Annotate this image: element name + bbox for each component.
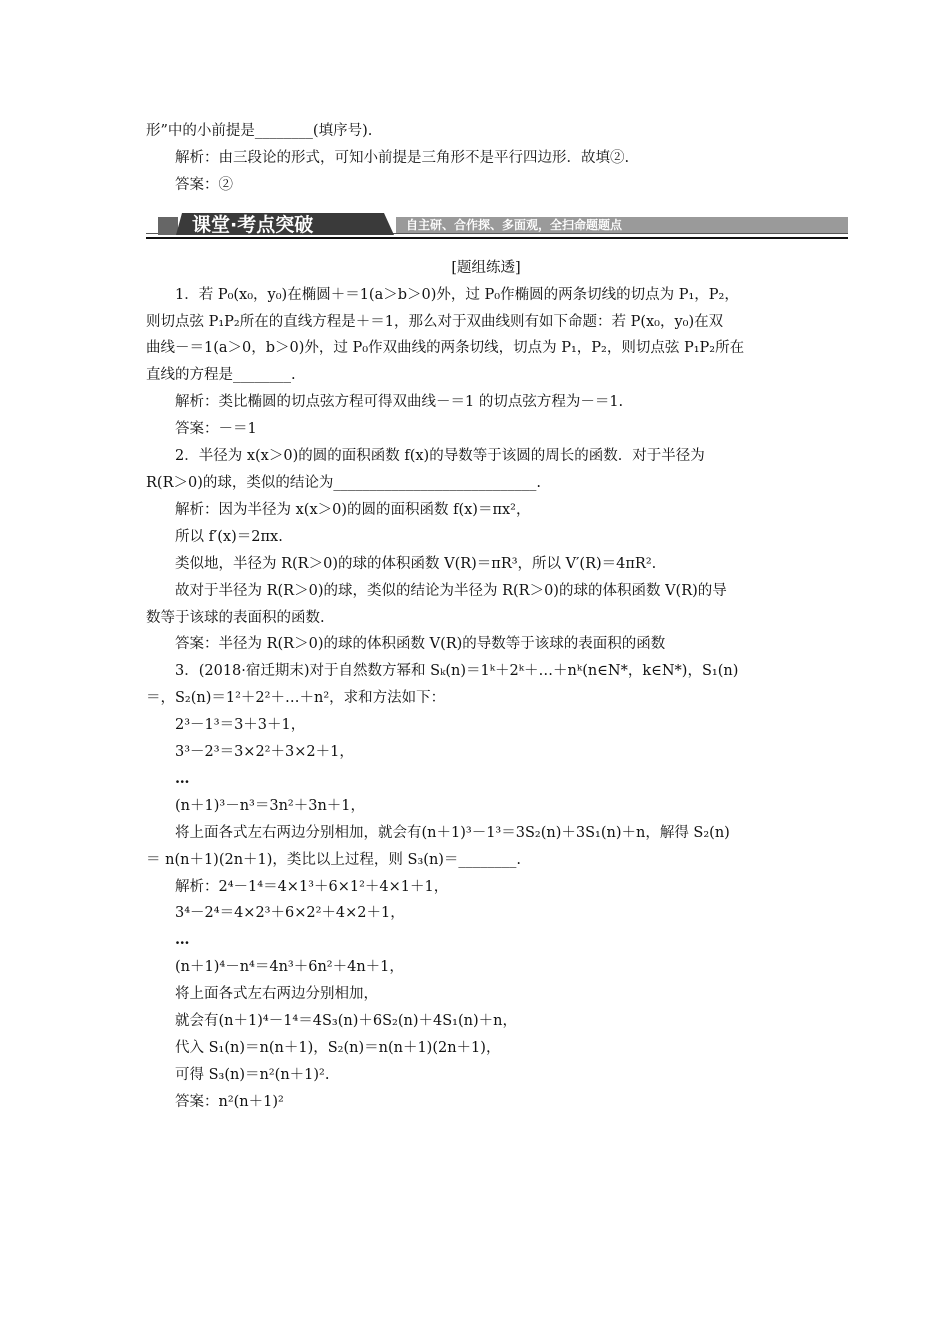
p3-line-7: 将上面各式左右两边分别相加，就会有(n＋1)³－1³＝3S₂(n)＋3S₁(n)＋n，解得 S₂(n)	[175, 824, 730, 841]
p1-line-1: 1．若 P₀(x₀，y₀)在椭圆＋＝1(a＞b＞0)外，过 P₀作椭圆的两条切线的切点为 P₁，P₂，	[175, 286, 739, 303]
p3-eq-2: 3³－2³＝3×2²＋3×2＋1，	[175, 744, 354, 761]
p3-eq-1: 2³－1³＝3＋3＋1，	[175, 717, 306, 734]
intro-line-1: 形”中的小前提是________(填序号).	[146, 123, 373, 139]
banner-title: 课堂·考点突破	[192, 213, 314, 236]
banner-underline	[146, 237, 848, 239]
p3-ellipsis-1: …	[175, 769, 192, 787]
p3-analysis-1: 解析：2⁴－1⁴＝4×1³＋6×1²＋4×1＋1，	[175, 878, 449, 895]
p3-ellipsis-2: …	[175, 931, 192, 949]
p2-analysis-1: 解析：因为半径为 x(x＞0)的圆的面积函数 f(x)＝πx²，	[175, 501, 531, 518]
p3-analysis-4: 将上面各式左右两边分别相加，	[175, 986, 378, 1003]
banner-subtitle: 自主研、合作探、多面观，全扫命题题点	[406, 217, 623, 232]
p2-line-2: R(R＞0)的球，类似的结论为____________________________.	[146, 474, 541, 491]
p3-analysis-2: 3⁴－2⁴＝4×2³＋6×2²＋4×2＋1，	[175, 905, 405, 922]
intro-answer: 答案：②	[175, 176, 233, 193]
p2-analysis-4: 故对于半径为 R(R＞0)的球，类似的结论为半径为 R(R＞0)的球的体积函数 V(R)的导	[175, 582, 727, 599]
p1-line-4: 直线的方程是________.	[146, 367, 296, 384]
p1-answer: 答案：－＝1	[175, 421, 257, 438]
intro-analysis: 解析：由三段论的形式，可知小前提是三角形不是平行四边形．故填②.	[175, 149, 630, 166]
section-heading: [题组练透]	[451, 259, 521, 276]
banner-graphic	[146, 213, 848, 241]
p1-line-2: 则切点弦 P₁P₂所在的直线方程是＋＝1，那么对于双曲线则有如下命题：若 P(x₀，y₀)在双	[146, 313, 724, 330]
p2-answer: 答案：半径为 R(R＞0)的球的体积函数 V(R)的导数等于该球的表面积的函数	[175, 636, 666, 653]
p1-analysis: 解析：类比椭圆的切点弦方程可得双曲线－＝1 的切点弦方程为－＝1.	[175, 394, 624, 411]
p2-analysis-5: 数等于该球的表面积的函数.	[146, 609, 325, 626]
p3-line-8: ＝ n(n＋1)(2n＋1)，类比以上过程，则 S₃(n)＝________.	[146, 851, 522, 868]
p3-line-2: ＝，S₂(n)＝1²＋2²＋…＋n²，求和方法如下：	[146, 690, 446, 707]
banner-left-block	[158, 217, 178, 235]
p3-answer: 答案：n²(n＋1)²	[175, 1093, 284, 1110]
p2-analysis-2: 所以 f′(x)＝2πx.	[175, 528, 283, 545]
p3-analysis-3: (n＋1)⁴－n⁴＝4n³＋6n²＋4n＋1，	[175, 959, 404, 976]
p1-line-3: 曲线－＝1(a＞0，b＞0)外，过 P₀作双曲线的两条切线，切点为 P₁，P₂，则切点弦 P₁P₂所在	[146, 340, 745, 357]
p3-eq-3: (n＋1)³－n³＝3n²＋3n＋1，	[175, 797, 366, 814]
section-banner	[146, 199, 826, 255]
p3-analysis-7: 可得 S₃(n)＝n²(n＋1)².	[175, 1066, 330, 1083]
p3-line-1: 3．(2018·宿迁期末)对于自然数方幂和 Sₖ(n)＝1ᵏ＋2ᵏ＋…＋nᵏ(n∈N*，k∈N*)，S₁(n)	[175, 663, 739, 680]
banner-svg	[146, 213, 848, 241]
p3-analysis-6: 代入 S₁(n)＝n(n＋1)，S₂(n)＝n(n＋1)(2n＋1)，	[175, 1040, 501, 1056]
document-content	[146, 118, 826, 1116]
p2-line-1: 2．半径为 x(x＞0)的圆的面积函数 f(x)的导数等于该圆的周长的函数．对于半径为	[175, 448, 705, 465]
p3-analysis-5: 就会有(n＋1)⁴－1⁴＝4S₃(n)＋6S₂(n)＋4S₁(n)＋n，	[175, 1013, 517, 1030]
p2-analysis-3: 类似地，半径为 R(R＞0)的球的体积函数 V(R)＝πR³，所以 V′(R)＝4πR².	[175, 555, 657, 572]
